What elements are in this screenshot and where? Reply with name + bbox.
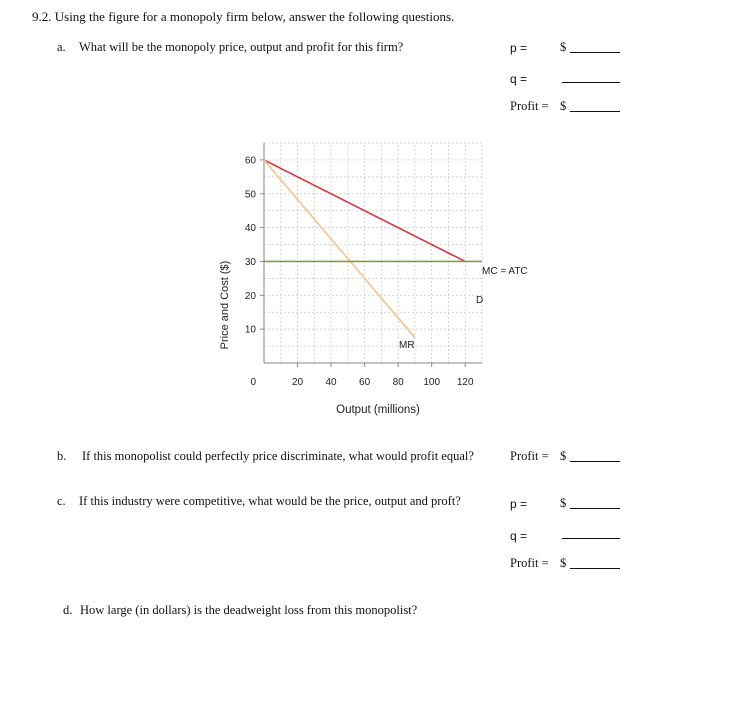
part-a-profit-label: Profit = [510,99,549,113]
x-tick-label: 100 [423,377,441,388]
x-tick-label: 120 [456,377,474,388]
question-heading: 9.2. Using the figure for a monopoly firm below, answer the following questions. [32,9,455,24]
part-d-letter: d. [63,603,73,617]
part-c-price-dollar: $ [560,496,567,510]
y-tick-label-zero: 0 [250,377,256,388]
part-b-letter: b. [57,449,67,463]
marginal-revenue-line [264,160,415,338]
part-b-profit-blank[interactable] [570,450,620,462]
monopoly-chart [200,138,530,428]
annotation-d: D [476,295,484,306]
part-a-profit-dollar: $ [560,99,567,113]
y-tick-label: 50 [244,189,256,201]
part-c-price-blank[interactable] [570,497,620,509]
annotation-mc-atc: MC = ATC [482,266,528,277]
annotation-mr: MR [399,340,415,351]
part-b-profit-dollar: $ [560,449,567,463]
y-tick-label: 20 [244,290,256,302]
y-tick-label: 10 [244,324,256,336]
part-a-letter: a. [57,40,66,54]
x-tick-label: 80 [392,377,404,388]
part-a-price-label: p = [510,41,528,55]
part-a-question: What will be the monopoly price, output and profit for this firm? [79,40,404,54]
part-c-profit-dollar: $ [560,556,567,570]
part-c-profit-blank[interactable] [570,557,620,569]
part-a-price-dollar: $ [560,40,567,54]
part-b-question: If this monopolist could perfectly price discriminate, what would profit equal? [82,449,474,463]
part-a-quantity-blank[interactable] [562,71,620,83]
x-tick-label: 40 [325,377,337,388]
y-tick-label: 30 [244,256,256,268]
y-axis-label: Price and Cost ($) [219,260,231,350]
chart-series [264,160,482,338]
part-a-quantity-label: q = [510,72,528,86]
part-c-letter: c. [57,494,66,508]
y-tick-label: 60 [244,155,256,167]
part-c-question: If this industry were competitive, what would be the price, output and proft? [79,494,461,508]
x-axis-label: Output (millions) [336,404,420,416]
part-b-profit-label: Profit = [510,449,549,463]
part-a-price-blank[interactable] [570,41,620,53]
part-c-price-label: p = [510,497,528,511]
part-c-profit-label: Profit = [510,556,549,570]
part-c-quantity-blank[interactable] [562,527,620,539]
part-a-profit-blank[interactable] [570,100,620,112]
part-d-question: How large (in dollars) is the deadweight loss from this monopolist? [80,603,418,617]
x-tick-label: 60 [359,377,371,388]
y-tick-label: 40 [244,223,256,235]
x-tick-label: 20 [291,377,304,388]
part-c-quantity-label: q = [510,529,528,543]
